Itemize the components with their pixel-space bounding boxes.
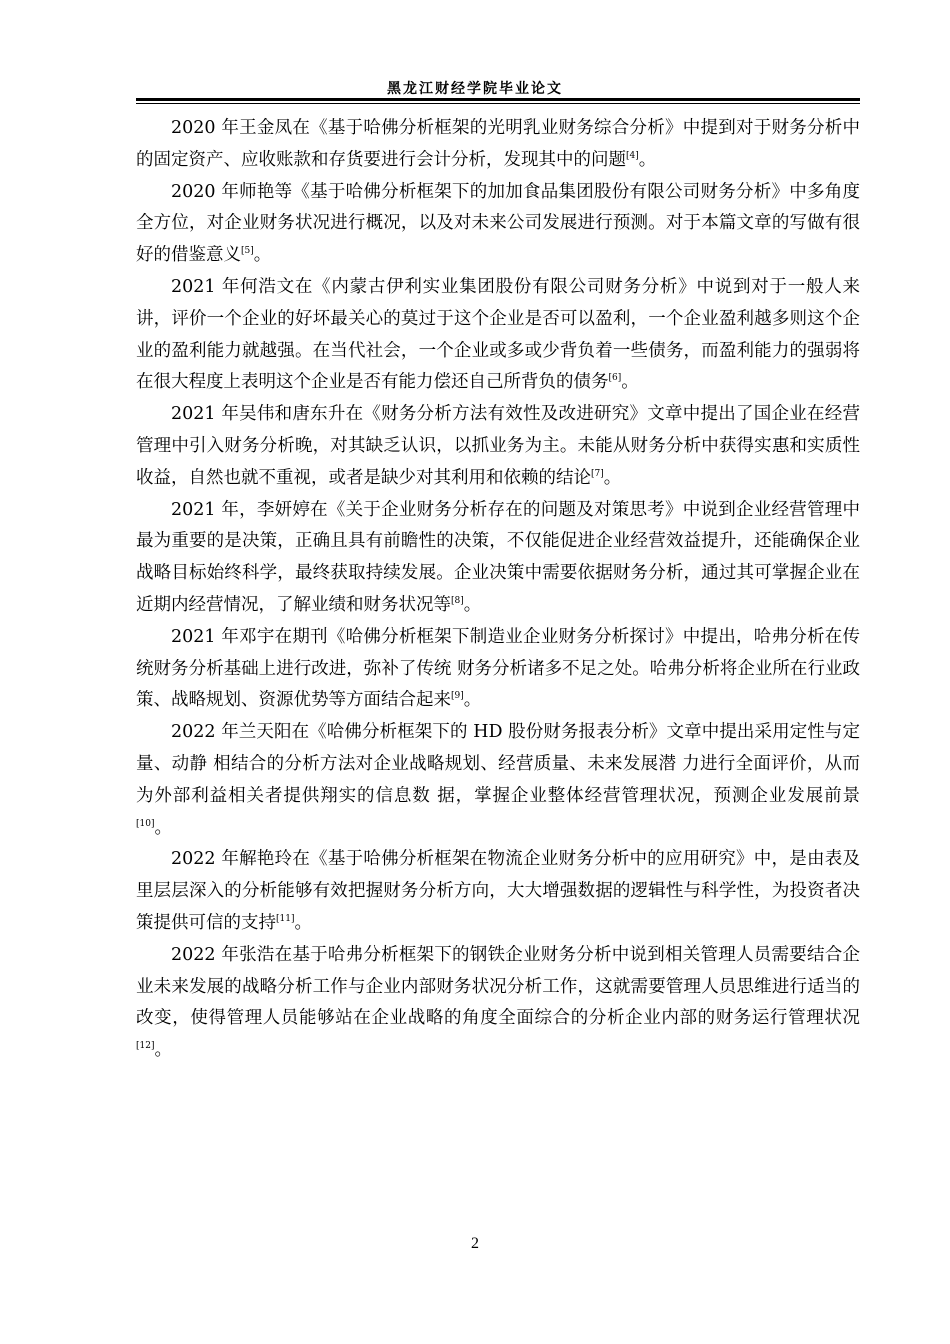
paragraph	[136, 272, 860, 399]
paragraph-text: 2022 年张浩在基于哈弗分析框架下的钢铁企业财务分析中说到相关管理人员需要结合企业未来发展的战略分析工作与企业内部财务状况分析工作，这就需要管理人员思维进行适当的改变，使得管理人员能够站在企业战略的角度全面综合的分析企业内部的财务运行管理状况	[136, 944, 860, 1029]
citation-ref: [4]	[626, 150, 639, 161]
paragraph-text: 2021 年，李妍婷在《关于企业财务分析存在的问题及对策思考》中说到企业经营管理中最为重要的是决策，正确且具有前瞻性的决策，不仅能促进企业经营效益提升，还能确保企业战略目标始终科学，最终获取持续发展。企业决策中需要依据财务分析，通过其可掌握企业在近期内经营情况，了解业绩和财务状况等	[136, 499, 860, 615]
citation-ref: [11]	[276, 914, 295, 925]
running-header: 黑龙江财经学院毕业论文	[387, 81, 563, 97]
citation-ref: [5]	[241, 246, 254, 257]
paragraph-end: 。	[603, 467, 622, 488]
header-rule-thick	[136, 98, 860, 101]
paragraph	[136, 399, 860, 494]
body-text	[136, 113, 860, 1067]
paragraph-end: 。	[638, 149, 657, 170]
paragraph-end: 。	[463, 690, 482, 711]
paragraph	[136, 495, 860, 622]
paragraph	[136, 717, 860, 844]
paragraph	[136, 622, 860, 717]
paragraph-text: 2022 年解艳玲在《基于哈佛分析框架在物流企业财务分析中的应用研究》中，是由表及里层层深入的分析能够有效把握财务分析方向，大大增强数据的逻辑性与科学性，为投资者决策提供可信的支持	[136, 849, 860, 933]
header-rule-thin	[136, 103, 860, 104]
paragraph-text: 2021 年吴伟和唐东升在《财务分析方法有效性及改进研究》文章中提出了国企业在经营管理中引入财务分析晚，对其缺乏认识，以抓业务为主。未能从财务分析中获得实惠和实质性收益，自然也就不重视，或者是缺少对其利用和依赖的结论	[136, 404, 860, 488]
paragraph-end: 。	[154, 1040, 172, 1061]
paragraph-end: 。	[294, 912, 312, 933]
citation-ref: [7]	[591, 468, 604, 479]
paragraph-text: 2022 年兰天阳在《哈佛分析框架下的 HD 股份财务报表分析》文章中提出采用定性与定量、动静 相结合的分析方法对企业战略规划、经营质量、未来发展潜 力进行全面评价，从而为外部利益相关者提供翔实的信息数 据，掌握企业整体经营管理状况，预测企业发展前景	[136, 722, 860, 806]
paragraph	[136, 844, 860, 939]
paragraph-end: 。	[253, 245, 272, 266]
paragraph	[136, 940, 860, 1067]
citation-ref: [6]	[608, 373, 622, 384]
citation-ref: [9]	[451, 691, 464, 702]
citation-ref: [10]	[136, 818, 155, 829]
paragraph-end: 。	[154, 817, 172, 838]
paragraph-end: 。	[621, 372, 639, 393]
paragraph-text: 2021 年邓宇在期刊《哈佛分析框架下制造业企业财务分析探讨》中提出，哈弗分析在传统财务分析基础上进行改进，弥补了传统 财务分析诸多不足之处。哈弗分析将企业所在行业政策、战略规划、资源优势等方面结合起来	[136, 626, 860, 711]
paragraph-text: 2020 年师艳等《基于哈佛分析框架下的加加食品集团股份有限公司财务分析》中多角度全方位，对企业财务状况进行概况，以及对未来公司发展进行预测。对于本篇文章的写做有很好的借鉴意义	[136, 181, 860, 266]
paragraph-text: 2020 年王金凤在《基于哈佛分析框架的光明乳业财务综合分析》中提到对于财务分析中的固定资产、应收账款和存货要进行会计分析，发现其中的问题	[136, 118, 860, 170]
paragraph-end: 。	[463, 594, 482, 615]
page-number: 2	[471, 1235, 479, 1252]
paragraph-text: 2021 年何浩文在《内蒙古伊利实业集团股份有限公司财务分析》中说到对于一般人来讲，评价一个企业的好坏最关心的莫过于这个企业是否可以盈利，一个企业盈利越多则这个企业的盈利能力就越强。在当代社会，一个企业或多或少背负着一些债务，而盈利能力的强弱将在很大程度上表明这个企业是否有能力偿还自己所背负的债务	[136, 276, 860, 393]
citation-ref: [12]	[136, 1041, 155, 1052]
citation-ref: [8]	[451, 596, 464, 607]
paragraph	[136, 177, 860, 272]
paragraph	[136, 113, 860, 177]
